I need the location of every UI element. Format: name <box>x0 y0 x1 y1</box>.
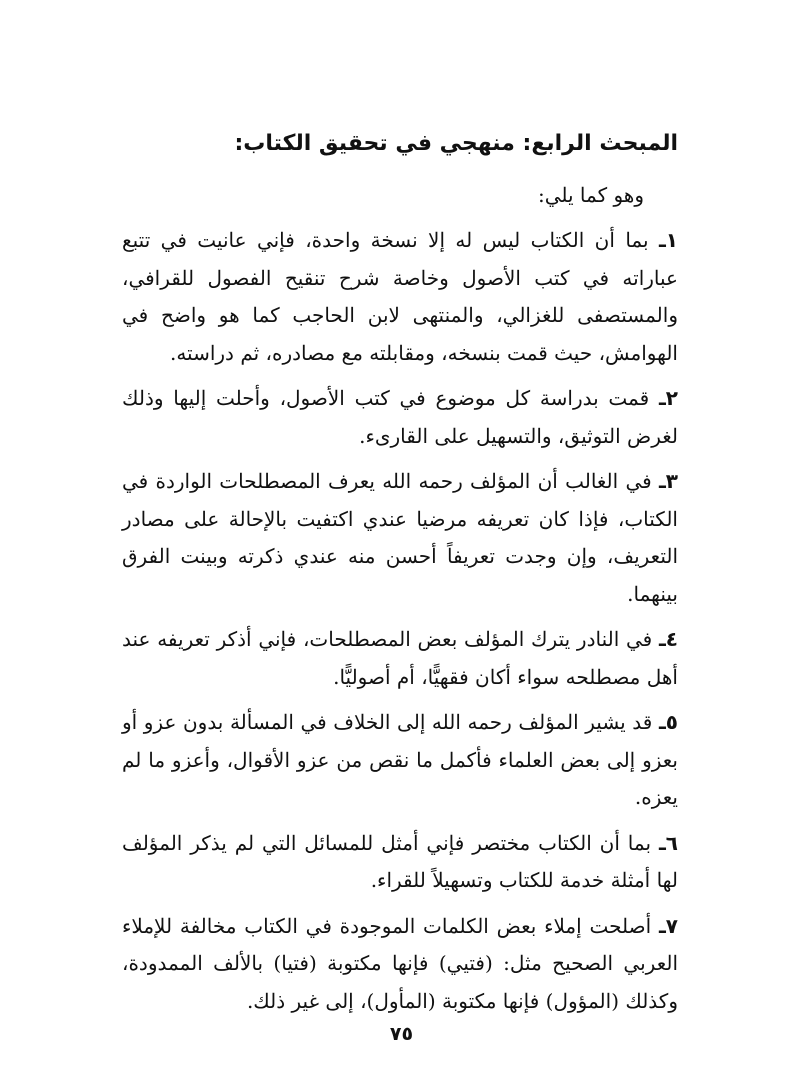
item-number: ١ـ <box>658 228 678 252</box>
section-heading: المبحث الرابع: منهجي في تحقيق الكتاب: <box>234 131 678 156</box>
item-text: قد يشير المؤلف رحمه الله إلى الخلاف في المسألة بدون عزو أو بعزو إلى بعض العلماء فأكمل ما نقص من عزو الأقوال، وأعزو ما لم يعزه. <box>122 710 678 809</box>
methodology-item-7 <box>122 908 678 1021</box>
item-text: في الغالب أن المؤلف رحمه الله يعرف المصطلحات الواردة في الكتاب، فإذا كان تعريفه مرضيا عندي اكتفيت بالإحالة على مصادر التعريف، وإن وجدت تعريفاً أحسن منه عندي ذكرته وبينت الفرق بينهما. <box>122 469 678 606</box>
methodology-item-1 <box>122 222 678 372</box>
methodology-item-3 <box>122 463 678 613</box>
item-number: ٥ـ <box>658 710 679 734</box>
item-text: قمت بدراسة كل موضوع في كتب الأصول، وأحلت إليها وذلك لغرض التوثيق، والتسهيل على القارىء. <box>122 386 678 448</box>
page-number: ٧٥ <box>389 1023 414 1045</box>
methodology-item-4 <box>122 621 678 696</box>
intro-text: وهو كما يلي: <box>537 183 644 207</box>
methodology-item-2 <box>122 380 678 455</box>
item-text: بما أن الكتاب ليس له إلا نسخة واحدة، فإني عانيت في تتبع عباراته في كتب الأصول وخاصة شرح تنقيح الفصول للقرافي، والمستصفى للغزالي، والمنتهى لابن الحاجب كما هو واضح في الهوامش، حيث قمت بنسخه، ومقابلته مع مصادره، ثم دراسته. <box>122 228 678 365</box>
item-number: ٤ـ <box>658 627 679 651</box>
item-text: في النادر يترك المؤلف بعض المصطلحات، فإني أذكر تعريفه عند أهل مصطلحه سواء أكان فقهيًّا، أم أصوليًّا. <box>122 627 678 689</box>
item-number: ٢ـ <box>658 386 678 410</box>
item-number: ٦ـ <box>658 830 678 855</box>
methodology-item-5 <box>122 704 678 817</box>
item-number: ٣ـ <box>658 469 678 493</box>
item-number: ٧ـ <box>658 913 678 938</box>
item-text: بما أن الكتاب مختصر فإني أمثل للمسائل التي لم يذكر المؤلف لها أمثلة خدمة للكتاب وتسهيلاً للقراء. <box>122 830 678 892</box>
methodology-item-6 <box>122 825 678 900</box>
item-text: أصلحت إملاء بعض الكلمات الموجودة في الكتاب مخالفة للإملاء العربي الصحيح مثل: (فتيي) فإنها مكتوبة (فتيا) بالألف الممدودة، وكذلك (المؤول) فإنها مكتوبة (المأول)، إلى غير ذلك. <box>122 913 678 1013</box>
document-page <box>122 118 678 1028</box>
